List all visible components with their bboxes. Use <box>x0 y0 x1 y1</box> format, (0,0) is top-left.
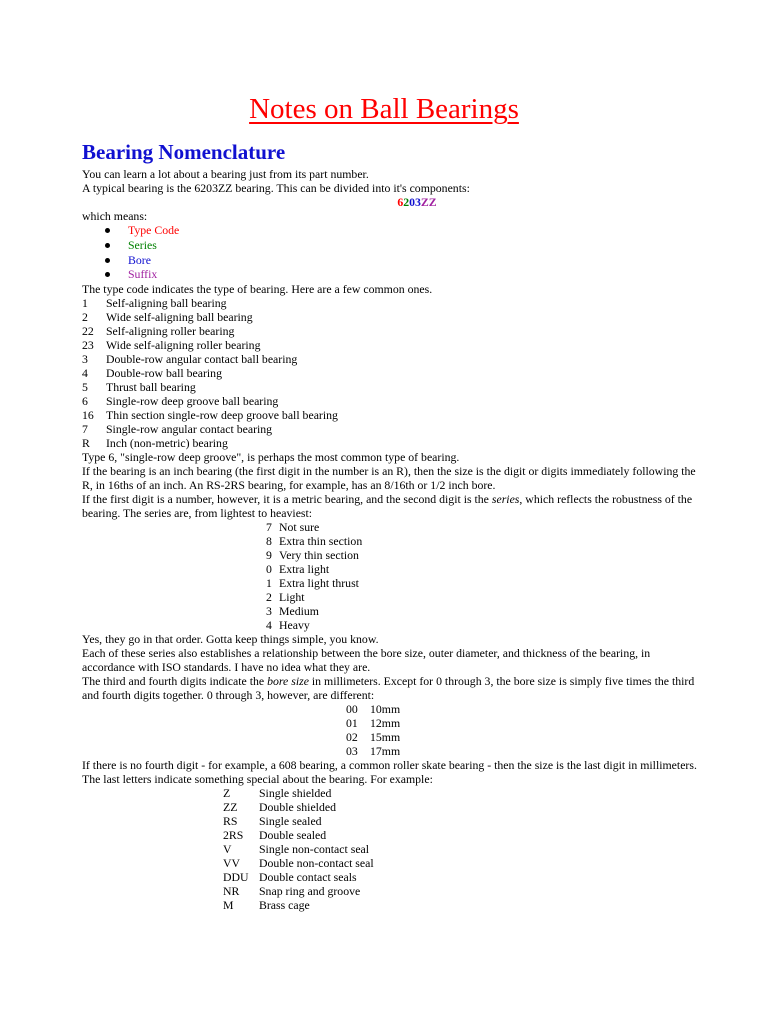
bullet-icon <box>105 258 110 263</box>
table-row <box>82 296 338 310</box>
component-suffix: Suffix <box>128 267 158 282</box>
row-description: Double sealed <box>259 828 327 842</box>
row-code: 6 <box>82 394 88 408</box>
row-code: 1 <box>82 296 88 310</box>
table-row <box>346 730 400 744</box>
row-description: Double non-contact seal <box>259 856 374 870</box>
row-description: 10mm <box>370 702 401 716</box>
fourth-digit-note: If there is no fourth digit - for example, a 608 bearing, a common roller skate bearing - then the size is the last digit in millimeters. <box>82 758 697 772</box>
row-code: 4 <box>82 366 88 380</box>
bullet-icon <box>105 228 110 233</box>
table-row <box>82 366 338 380</box>
table-row <box>82 422 338 436</box>
row-code: 23 <box>82 338 94 352</box>
part-number-series: 2 <box>403 195 410 209</box>
row-code: 03 <box>346 744 358 758</box>
row-description: Inch (non-metric) bearing <box>106 436 228 450</box>
row-code: 7 <box>82 422 88 436</box>
table-row <box>266 604 362 618</box>
section-heading: Bearing Nomenclature <box>82 140 286 164</box>
component-series: Series <box>128 237 157 252</box>
table-row <box>346 716 400 730</box>
intro-line-2: A typical bearing is the 6203ZZ bearing. This can be divided into it's components: <box>82 181 470 195</box>
row-description: Single-row deep groove ball bearing <box>106 394 279 408</box>
row-description: Wide self-aligning ball bearing <box>106 310 253 324</box>
table-row <box>82 338 338 352</box>
table-row <box>266 562 362 576</box>
components-list <box>82 223 702 282</box>
bullet-icon <box>105 243 110 248</box>
table-row <box>82 394 338 408</box>
row-description: Single sealed <box>259 814 322 828</box>
row-code: 2 <box>266 590 272 604</box>
row-description: Single shielded <box>259 786 332 800</box>
table-row <box>223 828 374 842</box>
row-code: R <box>82 436 90 450</box>
inch-note: If the bearing is an inch bearing (the first digit in the number is an R), then the size is the digit or digits immediately following the R, in 16ths of an inch. An RS-2RS bearing, for example, has an 8/16th or 1/2 inch bore. <box>82 464 696 492</box>
bore-note-before: The third and fourth digits indicate the <box>82 674 268 688</box>
row-description: Single-row angular contact bearing <box>106 422 273 436</box>
row-code: 22 <box>82 324 94 338</box>
table-row <box>223 800 374 814</box>
table-row <box>223 814 374 828</box>
series-table <box>266 520 362 632</box>
row-code: V <box>223 842 232 856</box>
suffix-table <box>223 786 374 912</box>
table-row <box>346 702 400 716</box>
row-description: Double-row angular contact ball bearing <box>106 352 298 366</box>
row-code: 1 <box>266 576 272 590</box>
part-number-example <box>82 195 702 209</box>
row-code: 2 <box>82 310 88 324</box>
iso-note: Each of these series also establishes a relationship between the bore size, outer diameter, and thickness of the bearing, in accordance with ISO standards. I have no idea what they are. <box>82 646 651 674</box>
table-row <box>223 786 374 800</box>
row-description: Light <box>279 590 305 604</box>
row-description: 17mm <box>370 744 401 758</box>
table-row <box>82 408 338 422</box>
row-code: DDU <box>223 870 249 884</box>
row-description: Thrust ball bearing <box>106 380 196 394</box>
part-number-type: 6 <box>397 195 404 209</box>
row-code: ZZ <box>223 800 238 814</box>
row-description: Self-aligning roller bearing <box>106 324 235 338</box>
table-row <box>223 898 374 912</box>
table-row <box>82 352 338 366</box>
table-row <box>266 548 362 562</box>
row-code: 4 <box>266 618 272 632</box>
type-code-table <box>82 296 338 450</box>
which-means-label: which means: <box>82 209 148 223</box>
list-item <box>82 238 702 253</box>
bullet-icon <box>105 272 110 277</box>
row-code: 8 <box>266 534 272 548</box>
table-row <box>223 870 374 884</box>
table-row <box>82 310 338 324</box>
part-number-bore: 03 <box>409 195 421 209</box>
bore-note <box>82 674 702 702</box>
row-description: Extra thin section <box>279 534 363 548</box>
row-code: 5 <box>82 380 88 394</box>
table-row <box>266 618 362 632</box>
table-row <box>266 590 362 604</box>
row-code: 01 <box>346 716 358 730</box>
row-code: 02 <box>346 730 358 744</box>
metric-note <box>82 492 702 520</box>
order-note: Yes, they go in that order. Gotta keep things simple, you know. <box>82 632 379 646</box>
intro-line-1: You can learn a lot about a bearing just from its part number. <box>82 167 369 181</box>
row-code: M <box>223 898 234 912</box>
row-description: Wide self-aligning roller bearing <box>106 338 261 352</box>
table-row <box>82 380 338 394</box>
bore-table <box>346 702 400 758</box>
row-code: RS <box>223 814 238 828</box>
component-bore: Bore <box>128 252 151 267</box>
row-code: 2RS <box>223 828 244 842</box>
table-row <box>266 576 362 590</box>
list-item <box>82 253 702 268</box>
metric-note-before: If the first digit is a number, however, it is a metric bearing, and the second digit is the <box>82 492 492 506</box>
row-description: Snap ring and groove <box>259 884 361 898</box>
table-row <box>82 324 338 338</box>
suffix-intro: The last letters indicate something special about the bearing. For example: <box>82 772 433 786</box>
row-code: 16 <box>82 408 94 422</box>
list-item <box>82 223 702 238</box>
component-type-code: Type Code <box>128 223 180 237</box>
table-row <box>223 856 374 870</box>
row-code: Z <box>223 786 231 800</box>
part-number-suffix: ZZ <box>420 195 437 209</box>
table-row <box>266 520 362 534</box>
table-row <box>223 884 374 898</box>
row-description: Double contact seals <box>259 870 357 884</box>
row-description: Single non-contact seal <box>259 842 370 856</box>
row-description: Very thin section <box>279 548 359 562</box>
document-body <box>82 167 702 912</box>
table-row <box>82 436 338 450</box>
row-description: Extra light thrust <box>279 576 359 590</box>
table-row <box>266 534 362 548</box>
bore-note-emphasis: bore size <box>267 674 309 688</box>
row-description: Thin section single-row deep groove ball bearing <box>106 408 338 422</box>
row-description: Self-aligning ball bearing <box>106 296 227 310</box>
row-code: 9 <box>266 548 272 562</box>
list-item <box>82 267 702 282</box>
row-description: 12mm <box>370 716 401 730</box>
metric-note-emphasis: series <box>491 492 520 506</box>
bore-note-after: in millimeters. Except for 0 through 3, the bore size is simply five times the third and fourth digits together. 0 through 3, however, are different: <box>82 674 695 702</box>
row-description: Heavy <box>279 618 310 632</box>
row-description: Not sure <box>279 520 320 534</box>
row-description: Extra light <box>279 562 330 576</box>
row-code: NR <box>223 884 240 898</box>
row-code: 3 <box>266 604 272 618</box>
page-title: Notes on Ball Bearings <box>249 93 519 125</box>
table-row <box>346 744 400 758</box>
row-description: Double shielded <box>259 800 336 814</box>
row-description: Double-row ball bearing <box>106 366 222 380</box>
type-intro: The type code indicates the type of bearing. Here are a few common ones. <box>82 282 433 296</box>
row-code: 7 <box>266 520 272 534</box>
metric-note-after: , which reflects the robustness of the bearing. The series are, from lightest to heaviest: <box>82 492 693 520</box>
row-description: Brass cage <box>259 898 310 912</box>
table-row <box>223 842 374 856</box>
row-code: 00 <box>346 702 358 716</box>
row-code: 0 <box>266 562 272 576</box>
row-code: VV <box>223 856 241 870</box>
type6-note: Type 6, "single-row deep groove", is perhaps the most common type of bearing. <box>82 450 460 464</box>
row-code: 3 <box>82 352 88 366</box>
row-description: Medium <box>279 604 319 618</box>
row-description: 15mm <box>370 730 401 744</box>
